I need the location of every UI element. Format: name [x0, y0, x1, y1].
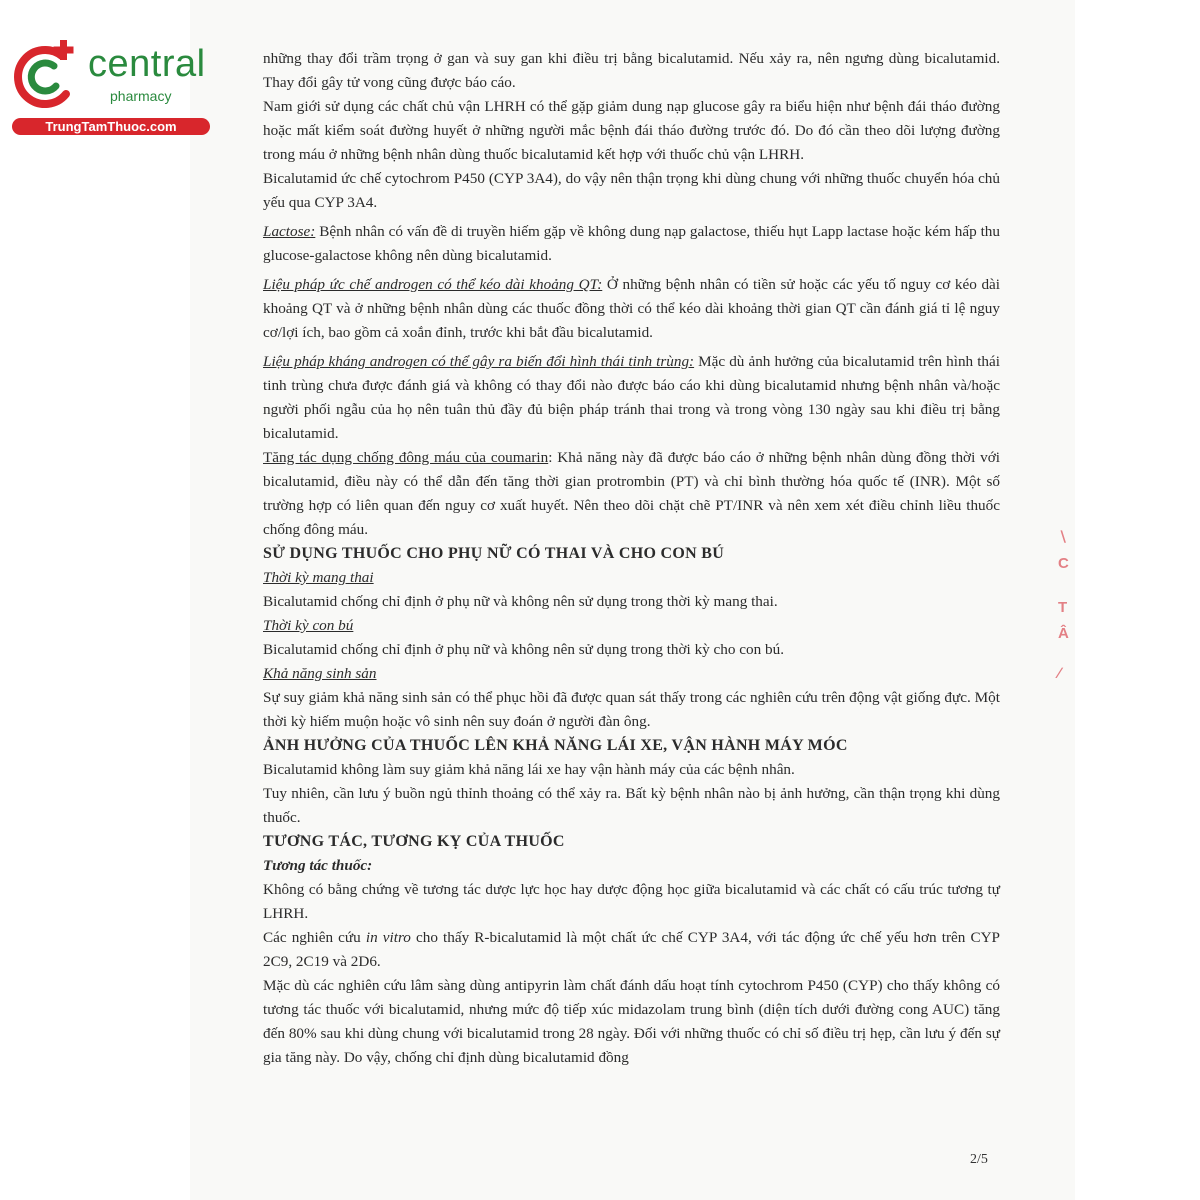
text-interactions-1: Không có bằng chứng về tương tác dược lực học hay dược động học giữa bicalutamid và các chất có cấu trúc tương tự LHRH. [263, 881, 1000, 922]
text-interactions-2a: Các nghiên cứu [263, 929, 366, 946]
paragraph-sperm [263, 350, 1000, 446]
qt-label: Liệu pháp ức chế androgen có thể kéo dài khoảng QT: [263, 276, 603, 293]
text-driving-2: Tuy nhiên, cần lưu ý buồn ngủ thỉnh thoảng có thể xảy ra. Bất kỳ bệnh nhân nào bị ảnh hưởng, cần thận trọng khi dùng thuốc. [263, 785, 1000, 826]
logo-symbol-icon [10, 36, 82, 116]
document-body [263, 47, 1000, 1070]
stamp-char: Â [1058, 625, 1069, 642]
text-fertility: Sự suy giảm khả năng sinh sản có thể phục hồi đã được quan sát thấy trong các nghiên cứu trên động vật giống đực. Một thời kỳ hiếm muộn hoặc vô sinh nên suy đoán ở người đàn ông. [263, 689, 1000, 730]
text-interactions-invitro: in vitro [365, 929, 411, 946]
paragraph-coumarin [263, 446, 1000, 542]
logo-brand-text: central [88, 43, 206, 85]
heading-interactions: TƯƠNG TÁC, TƯƠNG KỴ CỦA THUỐC [263, 833, 565, 850]
coumarin-text: : Khả năng này đã được báo cáo ở những bệnh nhân dùng đồng thời với bicalutamid, điều này có thể dẫn đến tăng thời gian protrombin (PT) và chỉ bình thường hóa quốc tế (INR). Một số trường hợp có liên quan đến nguy cơ xuất huyết. Nên theo dõi chặt chẽ PT/INR và nên xem xét điều chỉnh liều thuốc chống đông máu. [263, 449, 1000, 538]
sperm-label: Liệu pháp kháng androgen có thể gây ra biến đổi hình thái tinh trùng: [263, 353, 695, 370]
stamp-char: T [1058, 599, 1068, 616]
text-breastfeeding: Bicalutamid chống chỉ định ở phụ nữ và không nên sử dụng trong thời kỳ cho con bú. [263, 641, 784, 658]
text-interactions-2 [263, 926, 1000, 974]
paragraph-liver: những thay đổi trầm trọng ở gan và suy gan khi điều trị bằng bicalutamid. Nếu xảy ra, nên ngưng dùng bicalutamid. Thay đổi gây tử vong cũng được báo cáo. [263, 50, 1000, 91]
stamp-char: ∕ [1058, 665, 1061, 682]
subheading-breastfeeding: Thời kỳ con bú [263, 617, 354, 634]
text-interactions-3: Mặc dù các nghiên cứu lâm sàng dùng antipyrin làm chất đánh dấu hoạt tính cytochrom P450 (CYP) cho thấy không có tương tác thuốc với bicalutamid, nhưng mức độ tiếp xúc midazolam trung bình (diện tích dưới đường cong AUC) tăng đến 80% sau khi dùng chung với bicalutamid trong 28 ngày. Đối với những thuốc có chỉ số điều trị hẹp, cần lưu ý đến sự gia tăng này. Do vậy, chống chỉ định dùng bicalutamid đồng [263, 977, 1000, 1066]
lactose-text: Bệnh nhân có vấn đề di truyền hiếm gặp về không dung nạp galactose, thiếu hụt Lapp lactase hoặc kém hấp thu glucose-galactose không nên dùng bicalutamid. [263, 223, 1000, 264]
heading-pregnancy: SỬ DỤNG THUỐC CHO PHỤ NỮ CÓ THAI VÀ CHO CON BÚ [263, 545, 725, 562]
subheading-drug-interactions: Tương tác thuốc: [263, 857, 373, 874]
paragraph-cyp3a4: Bicalutamid ức chế cytochrom P450 (CYP 3A4), do vậy nên thận trọng khi dùng chung với những thuốc chuyển hóa chủ yếu qua CYP 3A4. [263, 170, 1000, 211]
subheading-fertility: Khả năng sinh sản [263, 665, 377, 682]
text-interactions-2b: cho thấy R-bicalutamid là một chất ức chế CYP 3A4, với tác động ức chế yếu hơn trên CYP 2C9, 2C19 và 2D6. [263, 929, 1000, 970]
central-pharmacy-logo[interactable] [10, 36, 215, 136]
qt-text: Ở những bệnh nhân có tiền sử hoặc các yếu tố nguy cơ kéo dài khoảng QT và ở những bệnh nhân dùng các thuốc đồng thời có thể kéo dài khoảng thời gian QT cần đánh giá tỉ lệ nguy cơ/lợi ích, bao gồm cả xoắn đỉnh, trước khi bắt đầu bicalutamid. [263, 276, 1000, 341]
heading-driving: ẢNH HƯỞNG CỦA THUỐC LÊN KHẢ NĂNG LÁI XE, VẬN HÀNH MÁY MÓC [263, 737, 848, 754]
paragraph-qt [263, 273, 1000, 345]
stamp-char: ∖ [1058, 529, 1069, 546]
logo-sub-text: pharmacy [110, 88, 172, 104]
lactose-label: Lactose: [263, 223, 316, 240]
page-number: 2/5 [970, 1152, 988, 1167]
subheading-pregnancy: Thời kỳ mang thai [263, 569, 374, 586]
logo-website-band: TrungTamThuoc.com [12, 118, 210, 135]
paragraph-lhrh-glucose: Nam giới sử dụng các chất chủ vận LHRH có thể gặp giảm dung nạp glucose gây ra biểu hiện như bệnh đái tháo đường hoặc mất kiểm soát đường huyết ở những người mắc bệnh đái tháo đường trước đó. Do đó cần theo dõi lượng đường trong máu ở những bệnh nhân dùng thuốc bicalutamid kết hợp với thuốc chủ vận LHRH. [263, 98, 1000, 163]
stamp-char: C [1058, 555, 1069, 572]
stamp-mark [1058, 525, 1088, 687]
coumarin-label: Tăng tác dụng chống đông máu của coumarin [263, 449, 549, 466]
sperm-text: Mặc dù ảnh hưởng của bicalutamid trên hình thái tinh trùng chưa được đánh giá và không có thay đổi nào được báo cáo khi dùng bicalutamid nhưng bệnh nhân và/hoặc người phối ngẫu của họ nên tuân thủ đầy đủ biện pháp tránh thai trong và trong vòng 130 ngày sau khi điều trị bằng bicalutamid. [263, 353, 1000, 442]
text-pregnancy: Bicalutamid chống chỉ định ở phụ nữ và không nên sử dụng trong thời kỳ mang thai. [263, 593, 778, 610]
paragraph-lactose [263, 220, 1000, 268]
text-driving-1: Bicalutamid không làm suy giảm khả năng lái xe hay vận hành máy của các bệnh nhân. [263, 761, 795, 778]
